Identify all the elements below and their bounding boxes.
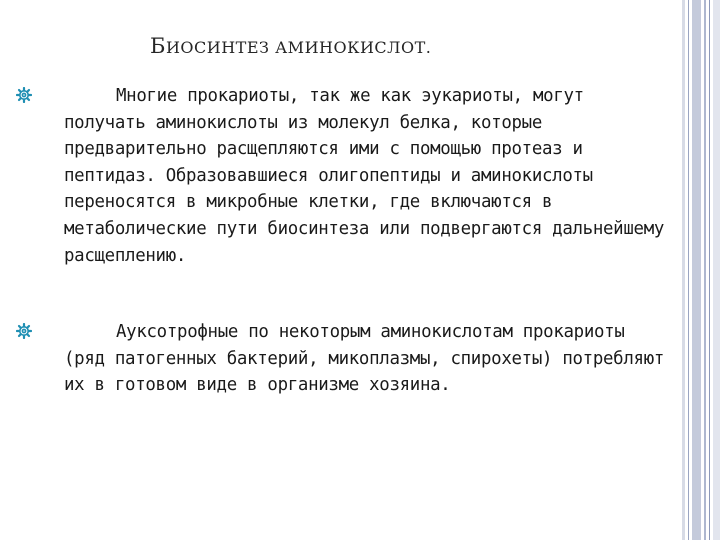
gear-icon	[16, 87, 32, 103]
bullet-text: Ауксотрофные по некоторым аминокислотам прокариоты (ряд патогенных бактерий, микоплазмы, спирохеты) потребляют их в готовом виде в организме хозяина.	[64, 322, 665, 396]
border-stripe	[709, 0, 710, 540]
gear-icon	[16, 323, 32, 339]
slide-title	[150, 34, 431, 58]
border-stripe	[688, 0, 689, 540]
border-stripe	[704, 0, 706, 540]
border-stripe	[713, 0, 720, 540]
bullet-item	[16, 319, 676, 399]
border-stripe	[692, 0, 701, 540]
border-stripe	[682, 0, 685, 540]
bullet-item	[16, 83, 676, 269]
slide-title-initial: Б	[150, 34, 166, 58]
bullet-text: Многие прокариоты, так же как эукариоты, могут получать аминокислоты из молекул белка, которые предварительно расщепляются ими с помощью протеаз и пептидаз. Образовавшиеся олигопептиды и аминокислоты переносятся в микробные клетки, где включаются в метаболические пути биосинтеза или подвергаются дальнейшему расщеплению.	[64, 86, 665, 266]
slide-title-rest: ИОСИНТЕЗ АМИНОКИСЛОТ.	[165, 38, 432, 57]
